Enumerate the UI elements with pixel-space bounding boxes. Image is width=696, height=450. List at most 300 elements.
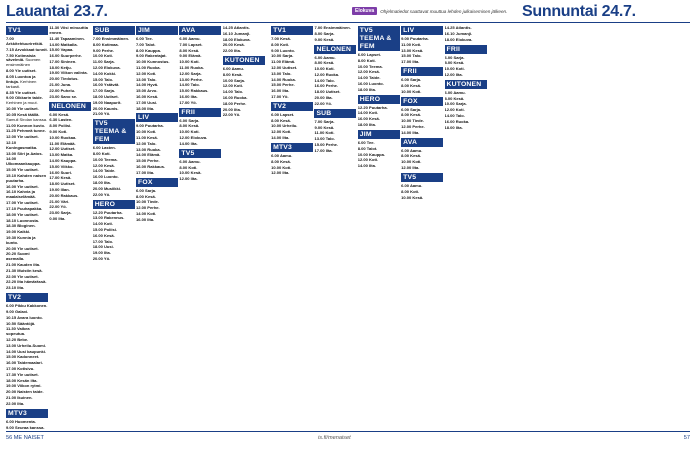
program-title: 17.00 Ilta. — [136, 169, 155, 175]
program-title: 6.00 Aamu. — [444, 89, 466, 95]
schedule-column-9 — [358, 26, 400, 430]
program-title: 14.00 Koti. — [357, 110, 379, 116]
program-entry — [314, 102, 356, 107]
program-title: 16.00 Kesä. — [136, 93, 159, 99]
program-title: 23.10 Ilta. — [6, 285, 25, 291]
program-title: 15.00 Vapaa. — [49, 47, 74, 53]
program-description: Kerhinen ja muut. — [6, 100, 38, 106]
program-title: 14.25 Atlantis. — [444, 26, 472, 30]
footer-left: 56 ME NAISET — [6, 435, 44, 441]
program-title: 8.00 Kesä. — [179, 123, 200, 129]
program-title: 9.00 Seuraa kanssa. — [6, 424, 45, 430]
program-title: 7.00 Arkkitehtuuriretkiä. — [6, 36, 44, 46]
page-title-sunday: Sunnuntai 24.7. — [522, 3, 636, 20]
program-title: 7.15 Arvokkaat tunnit. — [6, 46, 48, 52]
program-entry — [223, 113, 265, 118]
schedule-column-2 — [49, 26, 91, 430]
program-title: 9.00 Puutarha. — [401, 36, 429, 41]
program-title: 18.00 Elokuva. — [444, 36, 473, 42]
program-title: 16.00 Kesä. — [92, 232, 115, 238]
program-title: 18.00 Ilta. — [136, 105, 155, 111]
program-entry — [6, 426, 48, 430]
program-title: 8.00 Kesä. — [401, 82, 421, 88]
channel-header: NELONEN — [314, 45, 356, 54]
channel-header: TV5 — [179, 149, 221, 158]
program-entry — [6, 402, 48, 407]
program-title: 8.00 Talot. — [357, 145, 378, 151]
program-title: 9.00 Luonto. — [271, 47, 295, 53]
program-title: 11.00 Ruoka. — [136, 64, 161, 70]
program-title: 16.10 Kahvia ja maalaiselämää. — [6, 189, 36, 200]
program-title: 8.00 Kauppa. — [136, 47, 162, 53]
program-title: 10.00 Koti. — [401, 159, 422, 165]
program-title: 10.50 Sääntöjä. — [6, 320, 36, 326]
schedule-column-1 — [6, 26, 48, 430]
program-title: 14.00 Ilta. — [357, 163, 377, 169]
program-title: 12.00 Yle uutiset. — [6, 134, 39, 140]
program-title: 15.10 Kahden naisen puutarha. — [6, 172, 47, 183]
program-title: 9.00 Rakentajat. — [136, 53, 167, 59]
program-title: 12.10 Kuningasmatka. — [6, 139, 38, 150]
program-entry — [49, 217, 91, 222]
program-title: 16.00 Yle uutiset. — [6, 183, 39, 189]
program-title: 8.00 Sarja. — [314, 30, 335, 36]
program-title: 7.00 Talot. — [136, 41, 156, 47]
program-title: 8.00 Kesä. — [271, 117, 291, 123]
program-title: 6.00 Aamu. — [179, 36, 201, 41]
channel-header: TV5 — [401, 173, 443, 182]
program-title: 18.00 Ilta. — [357, 122, 377, 128]
program-entry — [445, 126, 487, 131]
program-title: 8.00 Koti. — [92, 151, 111, 157]
program-description: Suomen ensimmäinen — [6, 57, 41, 68]
program-title: 17.30 Yle uutiset. — [6, 371, 39, 377]
channel-header: TV5 TEEMA & FEM — [358, 26, 400, 51]
channel-header: SUB — [314, 109, 356, 118]
program-title: 12.00 Koti. — [222, 83, 243, 89]
program-title: 10.15 Avara luonto. — [6, 314, 43, 320]
program-title: 16.00 Ilta. — [136, 216, 155, 222]
program-title: 20.00 Ilta. — [314, 95, 333, 101]
channel-header: NELONEN — [49, 102, 91, 111]
program-title: 10.00 Sarja. — [444, 101, 467, 107]
program-title: 15.00 Poliisi. — [92, 226, 117, 232]
program-title: 18.00 Ilta. — [92, 180, 111, 186]
program-entry — [6, 37, 48, 47]
program-entry — [6, 75, 48, 90]
program-title: 18.00 Ilta. — [444, 124, 463, 130]
program-title: 8.00 Kotimaa. — [92, 41, 119, 47]
program-title: 15.00 Talo. — [401, 53, 422, 59]
schedule-column-3 — [93, 26, 135, 430]
program-title: 7.00 Ensimmäinen. — [314, 26, 351, 30]
program-title: 18.00 Uusi. — [92, 244, 114, 250]
program-title: 15.00 Perhe. — [136, 158, 160, 164]
program-title: 22.00 Ilta. — [222, 48, 241, 54]
program-title: 17.00 Talo. — [92, 238, 114, 244]
program-title: 8.00 Koti. — [401, 188, 420, 194]
program-title: 10.00 Sarja. — [271, 53, 294, 59]
channel-header: KUTONEN — [445, 80, 487, 89]
program-title: 6.00 Sarja. — [401, 106, 422, 112]
program-title: 14.00 Hyvä. — [136, 82, 159, 88]
program-title: 15.00 Viikko. — [49, 163, 74, 169]
channel-header: MTV3 — [271, 143, 313, 152]
program-title: 11.00 Koti. — [314, 130, 335, 136]
program-title: 12.00 Elokuva. — [179, 135, 208, 141]
program-title: 6.00 Sarja. — [136, 187, 157, 193]
program-title: 14.00 Talo. — [444, 112, 465, 118]
program-title: 12.00 Uutiset. — [49, 146, 76, 152]
program-title: 6.00 Kesä. — [49, 111, 70, 117]
program-title: 12.00 Uutiset. — [271, 64, 298, 70]
program-title: 12.00 Kesä. — [357, 69, 380, 75]
program-title: 21.00 Yö. — [92, 111, 111, 117]
program-title: 20.00 Tiedotus. — [49, 76, 79, 82]
program-title: 12.20 Puutarha. — [92, 209, 123, 215]
program-title: 6.00 Sarja. — [444, 54, 465, 60]
program-title: 15.00 Kadonneet. — [6, 354, 40, 360]
program-title: 20.00 Naisten taide. — [6, 389, 44, 395]
program-title: 9.00 Puutarha. — [136, 123, 164, 129]
program-title: 10.00 Koti. — [401, 88, 422, 94]
channel-header: SUB — [93, 26, 135, 35]
program-title: 8.00 Kesä. — [401, 153, 421, 159]
program-title: 8.00 Poliisi. — [49, 123, 72, 129]
program-title: 22.00 Yö. — [92, 191, 111, 197]
program-title: 18.00 Perhe. — [222, 100, 247, 106]
program-title: 18.10 Luonnosta. — [6, 217, 40, 223]
program-title: 6.30 Lasten. — [49, 117, 73, 123]
program-title: 19.00 Naapurit. — [92, 99, 122, 105]
program-title: 12.00 Ilta. — [179, 176, 198, 182]
program-entry — [401, 90, 443, 95]
program-title: 13.00 Talo. — [271, 70, 292, 76]
program-title: 8.00 Koti. — [357, 57, 376, 63]
channel-header: MTV3 — [6, 409, 48, 418]
program-entry — [401, 196, 443, 201]
program-title: 8.00 Kesä. — [444, 95, 465, 101]
program-title: 17.00 Kotisivu. — [6, 366, 35, 372]
program-title: 16.00 Taidemaalari. — [6, 360, 43, 366]
program-title: 11.00 Ruoka. — [179, 64, 204, 70]
program-title: 6.00 Aamu. — [179, 158, 201, 164]
program-title: 12.00 Ilta. — [401, 165, 420, 171]
program-entry — [401, 166, 443, 171]
program-title: 16.00 Luonto. — [357, 80, 384, 86]
channel-header: FRII — [179, 108, 221, 117]
program-title: 12.00 Ilta. — [271, 170, 290, 176]
program-title: 22.00 Yle uutiset. — [6, 273, 39, 279]
program-title: 8.00 Koti. — [179, 164, 198, 170]
program-entry — [358, 164, 400, 169]
program-title: 6.00 Lapset. — [271, 111, 295, 117]
program-title: 14.00 Matkalla. — [49, 41, 78, 47]
program-title: 16.00 Suurperhe. — [49, 53, 82, 59]
program-title: 6.00 Aamu. — [222, 66, 244, 72]
program-title: 14.00 Elämä. — [136, 152, 161, 158]
schedule-column-4 — [136, 26, 178, 430]
program-title: 19.00 Viikon valinta. — [49, 70, 88, 76]
program-title: 10.00 Kauppa. — [357, 151, 386, 157]
program-title: 8.00 Kesä. — [222, 71, 243, 77]
program-title: 20.00 Yö. — [92, 255, 111, 261]
program-title: 12.00 Talo. — [136, 140, 157, 146]
program-title: 14.00 Talo. — [314, 77, 335, 83]
program-entry — [271, 136, 313, 141]
program-title: 17.00 Ilta. — [401, 59, 420, 65]
program-title: 16.00 Ilta. — [179, 93, 198, 99]
program-title: 11.00 Elämää. — [49, 140, 76, 146]
program-title: 8.00 Kesä. — [136, 193, 156, 199]
program-title: 12.00 Koti. — [444, 107, 465, 113]
program-entry — [6, 141, 48, 151]
program-title: 23.00 Sano se. — [49, 93, 78, 99]
program-title: 16.10 Jumanji. — [444, 30, 473, 36]
program-title: 20.20 Suomi asemalla. — [6, 251, 30, 262]
channel-header: FOX — [136, 178, 178, 187]
program-entry — [314, 149, 356, 154]
program-title: 6.00 Sarja. — [401, 77, 422, 83]
program-title: 18.00 Ilta. — [357, 86, 377, 92]
program-title: 23.00 Sarja. — [49, 210, 72, 216]
program-title: 12.00 Koti. — [136, 70, 157, 76]
channel-header: TV1 — [6, 26, 48, 35]
program-title: 10.00 Koti. — [271, 164, 292, 170]
program-title: 20.00 Ilta. — [222, 106, 241, 112]
program-title: 9.00 Kesä. — [314, 36, 335, 42]
program-title: 6.00 Aamu. — [271, 152, 293, 158]
program-title: 21.00 Ikuinen. — [6, 395, 33, 401]
program-title: 17.00 Ilta. — [314, 147, 333, 153]
program-title: 22.00 Yö. — [222, 112, 241, 118]
program-title: 12.00 Perhe. — [401, 123, 425, 129]
program-title: 6.00 Lapset. — [357, 52, 381, 57]
program-title: 17.00 Sininen. — [49, 58, 77, 64]
channel-header: TV5 TEEMA & FEM — [93, 119, 135, 144]
program-title: 11.25 Pehmeä tunne. — [6, 128, 46, 134]
program-title: 6.00 Tee. — [357, 139, 375, 145]
program-title: 6.00 Aamu. — [401, 147, 423, 153]
channel-header: FOX — [401, 97, 443, 106]
program-title: 16.00 Suuri. — [49, 169, 73, 175]
program-title: 6.00 Lasten. — [92, 145, 116, 151]
program-title: 22.00 Yö. — [314, 100, 332, 106]
program-title: 14.25 Atlantis. — [222, 26, 250, 30]
program-entry — [6, 174, 48, 184]
program-title: 14.00 Talo. — [179, 82, 200, 88]
program-title: 20.00 Kaunis. — [92, 105, 119, 111]
program-title: 14.00 Taide. — [92, 168, 116, 174]
program-title: 10.00 Sarja. — [222, 77, 246, 83]
program-entry — [49, 26, 91, 36]
program-title: 14.00 Taide. — [357, 75, 381, 81]
program-title: 20.00 Rakkaus. — [49, 192, 79, 198]
program-entry — [358, 123, 400, 128]
program-title: 12.20 Puutarha. — [357, 104, 388, 110]
program-title: 16.00 Luonto. — [92, 174, 119, 180]
program-title: 10.00 Urheilu. — [271, 123, 298, 129]
film-badge: Elokuva — [352, 7, 377, 15]
program-title: 6.00 Aamu. — [314, 54, 336, 60]
program-entry — [6, 252, 48, 262]
program-title: 8.00 Yle uutiset. — [6, 68, 37, 74]
program-entry — [271, 95, 313, 100]
program-entry — [401, 60, 443, 65]
header-rule — [6, 22, 690, 23]
program-title: 22.00 Puhelu. — [49, 87, 76, 93]
program-entry — [6, 286, 48, 291]
program-title: 7.00 Sarja. — [314, 118, 335, 124]
program-entry — [6, 96, 48, 106]
program-entry — [136, 171, 178, 176]
program-title: 12.00 Sarja. — [179, 70, 202, 76]
program-entry — [271, 171, 313, 176]
program-title: 8.00 Kesä. — [271, 158, 291, 164]
program-entry — [179, 177, 221, 182]
program-title: 19.00 Ilta. — [92, 250, 111, 256]
program-title: 10.00 Koti. — [136, 129, 157, 135]
program-title: 17.10 Puuhapakka. — [6, 205, 43, 211]
program-title: 15.00 Perhe. — [314, 141, 339, 147]
program-title: 14.00 Koti. — [92, 221, 113, 227]
program-title: 18.00 Uutiset. — [92, 93, 119, 99]
program-entry — [445, 73, 487, 78]
program-title: 17.00 Yö. — [271, 93, 289, 99]
program-title: 18.00 Uutiset. — [49, 181, 76, 187]
program-title: 10.05 Kesä täällä. — [6, 111, 40, 117]
program-entry — [314, 38, 356, 43]
program-title: 13.00 Kesä. — [401, 47, 424, 53]
program-entry — [136, 218, 178, 223]
program-title: 13.00 Urheilu-Suomi. — [6, 342, 47, 348]
program-title: 10.00 Koti. — [444, 66, 465, 72]
program-title: 13.00 Talo. — [136, 76, 157, 82]
program-title: 17.00 Sarja. — [92, 88, 115, 94]
program-title: 15.00 Yle uutiset. — [6, 167, 39, 173]
program-title: 8.05 Luontoa ja lintuja. — [6, 73, 36, 84]
program-title: 11.40 Tapaaminen. — [49, 35, 85, 41]
program-entry — [93, 257, 135, 262]
program-title: 9.00 Olkkarin taide. — [6, 95, 43, 101]
program-entry — [6, 236, 48, 246]
program-title: 12.20 Bebe. — [6, 337, 29, 343]
program-title: 11.00 Kunnon kuvio. — [6, 122, 46, 128]
program-title: 14.00 Koti. — [136, 210, 157, 216]
channel-header: AVA — [179, 26, 221, 35]
program-entry — [223, 49, 265, 54]
program-title: 10.00 Kunnostus. — [136, 59, 170, 65]
schedule-column-7 — [271, 26, 313, 430]
program-title: 19.00 Viikon rytmi. — [6, 383, 42, 389]
program-entry — [136, 107, 178, 112]
program-title: 22.00 Yö. — [49, 204, 67, 210]
program-description: Samuli Sirolan kanssa. — [6, 116, 48, 122]
program-entry — [49, 95, 91, 100]
channel-header: KUTONEN — [223, 56, 265, 65]
program-title: 14.00 Kauppa. — [49, 157, 77, 163]
program-title: 12.00 Kesä. — [92, 162, 115, 168]
program-title: 8.00 Kesä. — [314, 60, 335, 66]
program-entry — [93, 193, 135, 198]
program-title: 15.00 Arvo. — [136, 88, 158, 94]
program-title: 14.00 Talo. — [222, 89, 244, 95]
program-title: 13.00 Siiri ja Aatos. — [6, 150, 43, 156]
program-title: 10.00 Ruokaa. — [49, 134, 77, 140]
channel-header: TV2 — [271, 102, 313, 111]
program-title: 17.00 Uusi. — [136, 99, 158, 105]
program-title: 6.00 Huomenta. — [6, 418, 36, 424]
program-title: 18.30 Bloginen. — [6, 223, 36, 229]
program-title: 9.00 Perhe. — [92, 47, 115, 53]
program-title: 10.00 Koti. — [179, 129, 200, 135]
program-title: 14.00 Ilta. — [401, 129, 420, 135]
program-title: 10.00 Koti. — [179, 59, 200, 65]
program-title: 16.00 Ruoka. — [222, 95, 248, 101]
channel-header: TV1 — [271, 26, 313, 35]
program-title: 10.00 Teema. — [92, 156, 118, 162]
page-title-saturday: Lauantai 23.7. — [6, 3, 108, 20]
program-title: 15.00 Rakkaus. — [179, 88, 209, 94]
channel-header: FRII — [401, 67, 443, 76]
program-description: Kerhinen tarkasti. — [6, 78, 37, 89]
program-title: 11.30 Vaikea sopeutua. — [6, 326, 30, 337]
program-title: 12.00 Ilta. — [444, 71, 463, 77]
program-title: 16.10 Jumanji. — [222, 30, 251, 36]
program-title: 8.35 Yle uutiset. — [6, 89, 37, 95]
program-title: 18.00 Ketju. — [49, 64, 72, 70]
schedule-column-11 — [445, 26, 487, 430]
program-entry — [6, 113, 48, 123]
program-title: 14.00 Ruoka. — [271, 76, 296, 82]
program-entry — [6, 157, 48, 167]
program-title: 7.00 Lapset. — [179, 41, 203, 47]
program-title: 16.00 Ystävät. — [92, 82, 120, 88]
channel-header: HERO — [358, 95, 400, 104]
program-title: 13.00 Perhe. — [179, 76, 204, 82]
program-title: 14.00 Ulkomaankauppa. — [6, 156, 41, 167]
channel-header: JIM — [136, 26, 178, 35]
schedule-column-8 — [314, 26, 356, 430]
footer-right: 57 — [683, 435, 690, 441]
program-title: 16.00 Ruoka. — [444, 118, 470, 124]
program-title: 7.00 Kesä. — [271, 36, 291, 41]
program-title: 9.00 Kesä. — [314, 124, 335, 130]
schedule-notice — [352, 6, 507, 16]
program-title: 10.00 Koti. — [92, 53, 113, 59]
program-title: 0.00 Ilta. — [49, 215, 66, 221]
program-title: 10.00 Teema. — [357, 63, 383, 69]
program-title: 22.00 Ilta. — [6, 400, 25, 406]
channel-header: HERO — [93, 200, 135, 209]
program-entry — [401, 131, 443, 136]
program-title: 10.00 Koti. — [314, 66, 335, 72]
program-title: 9.00 Koti. — [49, 128, 68, 134]
program-title: 17.00 Yö. — [179, 99, 197, 105]
program-title: 11.00 Koti. — [401, 41, 422, 47]
program-entry — [6, 327, 48, 337]
program-title: 8.00 Kesä. — [179, 47, 200, 53]
program-title: 18.00 Kesän ilta. — [6, 377, 38, 383]
program-title: 9.00 Galaxi. — [6, 308, 29, 314]
program-title: 18.00 Uutiset. — [314, 89, 341, 95]
program-entry — [445, 38, 487, 43]
program-title: 11.00 Kesä. — [136, 135, 158, 141]
program-title: 9.00 Elämä. — [179, 53, 202, 59]
channel-header: LIV — [136, 113, 178, 122]
program-title: 18.00 Elokuva. — [222, 36, 251, 42]
program-title: 20.00 Kesä. — [222, 42, 245, 48]
